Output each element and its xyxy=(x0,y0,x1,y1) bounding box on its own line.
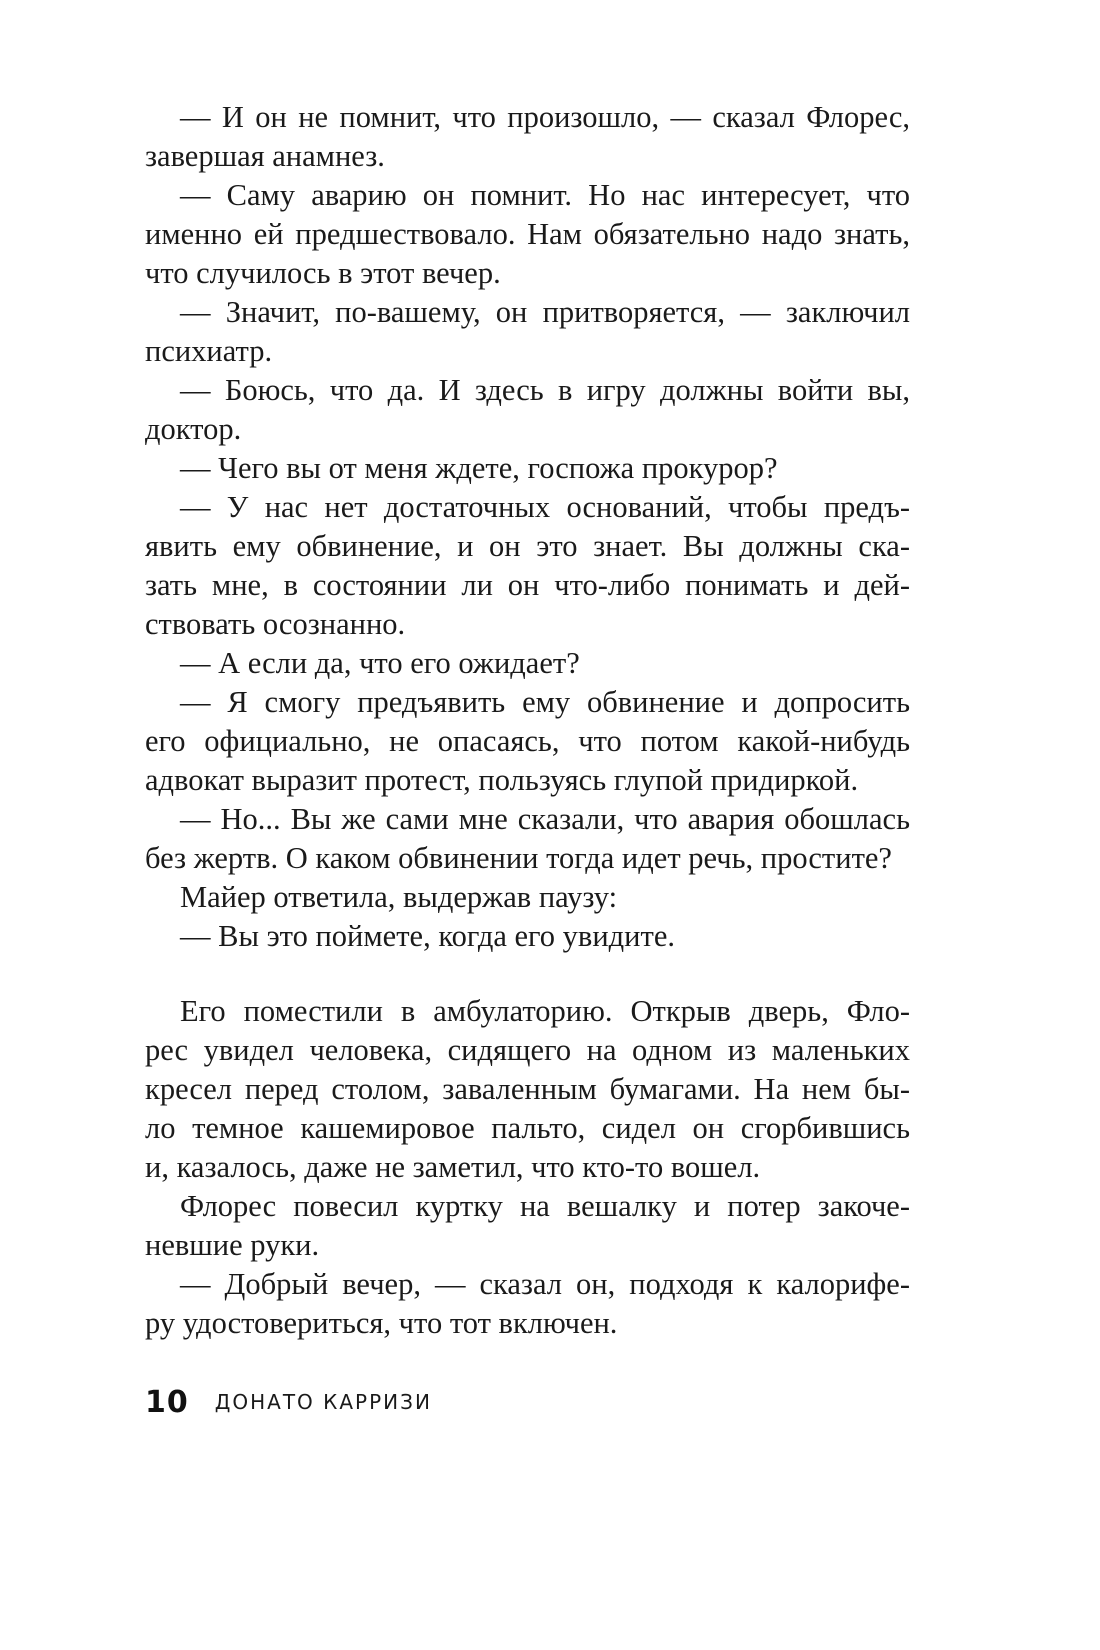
text-line: — Значит, по-вашему, он притворяется, — заключил xyxy=(180,295,910,329)
text-line: Его поместили в амбулаторию. Открыв дверь, Фло- xyxy=(180,994,910,1028)
running-head-author: ДОНАТО КАРРИЗИ xyxy=(214,1390,432,1414)
text-line: — Чего вы от меня ждете, госпожа прокурор? xyxy=(180,451,778,485)
text-line: рес увидел человека, сидящего на одном из маленьких xyxy=(145,1033,910,1067)
text-line: ствовать осознанно. xyxy=(145,607,406,641)
text-block-narration xyxy=(145,992,910,1343)
text-block-dialogue xyxy=(145,98,910,956)
text-line: завершая анамнез. xyxy=(145,139,385,173)
text-line: — А если да, что его ожидает? xyxy=(180,646,580,680)
text-line: что случилось в этот вечер. xyxy=(145,256,501,290)
text-line: — И он не помнит, что произошло, — сказал Флорес, xyxy=(180,100,910,134)
text-line: Флорес повесил куртку на вешалку и потер закоче- xyxy=(180,1189,910,1223)
page-number: 10 xyxy=(145,1384,189,1420)
text-line: и, казалось, даже не заметил, что кто-то вошел. xyxy=(145,1150,761,1184)
text-line: именно ей предшествовало. Нам обязательно надо знать, xyxy=(145,217,910,251)
text-line: — Добрый вечер, — сказал он, подходя к калорифе- xyxy=(180,1267,910,1301)
text-line: — Я смогу предъявить ему обвинение и допросить xyxy=(180,685,910,719)
text-line: без жертв. О каком обвинении тогда идет речь, простите? xyxy=(145,841,892,875)
text-line: зать мне, в состоянии ли он что-либо понимать и дей- xyxy=(145,568,910,602)
text-line: Майер ответила, выдержав паузу: xyxy=(180,880,618,914)
text-line: явить ему обвинение, и он это знает. Вы должны ска- xyxy=(145,529,910,563)
text-line: невшие руки. xyxy=(145,1228,320,1262)
text-line: — У нас нет достаточных оснований, чтобы предъ- xyxy=(180,490,910,524)
page-footer xyxy=(145,1382,432,1422)
text-line: его официально, не опасаясь, что потом какой-нибудь xyxy=(145,724,910,758)
text-line: — Боюсь, что да. И здесь в игру должны войти вы, xyxy=(180,373,910,407)
text-line: — Саму аварию он помнит. Но нас интересует, что xyxy=(180,178,910,212)
text-line: ло темное кашемировое пальто, сидел он сгорбившись xyxy=(145,1111,910,1145)
text-line: — Вы это поймете, когда его увидите. xyxy=(180,919,675,953)
text-line: адвокат выразит протест, пользуясь глупой придиркой. xyxy=(145,763,859,797)
text-line: ру удостовериться, что тот включен. xyxy=(145,1306,618,1340)
text-line: доктор. xyxy=(145,412,242,446)
text-line: психиатр. xyxy=(145,334,273,368)
text-line: кресел перед столом, заваленным бумагами. На нем бы- xyxy=(145,1072,910,1106)
text-line: — Но... Вы же сами мне сказали, что авария обошлась xyxy=(180,802,910,836)
